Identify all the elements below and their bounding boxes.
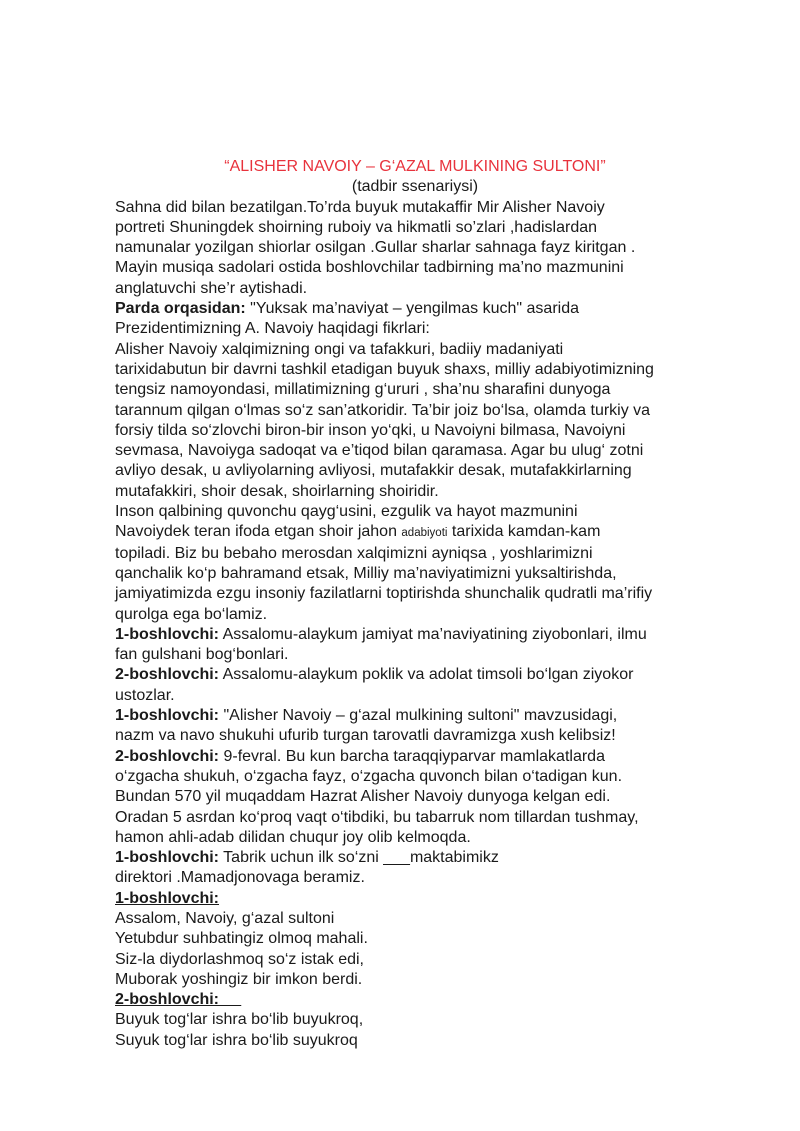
parda-text: "Yuksak ma’naviyat – yengilmas kuch" asarida xyxy=(245,300,579,318)
document-title: “ALISHER NAVOIY – G‘AZAL MULKINING SULTONI” xyxy=(224,158,606,175)
text-line: topiladi. Biz bu bebaho merosdan xalqimizni ayniqsa , yoshlarimizni xyxy=(115,544,593,562)
speaker-label: 2-boshlovchi: xyxy=(115,991,220,1009)
small-word: adabiyoti xyxy=(401,527,448,540)
text-line: qurolga ega bo‘lamiz. xyxy=(115,605,268,623)
poem-stanza xyxy=(115,1010,715,1051)
dialogue-text: "Alisher Navoiy – g‘azal mulkining sultoni" mavzusidagi, xyxy=(219,707,618,725)
text-line: Inson qalbining quvonchu qayg‘usini, ezgulik va hayot mazmunini xyxy=(115,503,578,521)
poem-line: Assalom, Navoiy, g‘azal sultoni xyxy=(115,909,335,927)
text-line: Oradan 5 asrdan ko‘proq vaqt o‘tibdiki, bu tabarruk nom tillardan tushmay, xyxy=(115,808,639,826)
parda-line xyxy=(115,299,715,319)
text-line: forsiy tilda so‘zlovchi biron-bir inson yo‘qki, u Navoiyni bilmasa, Navoiyni xyxy=(115,421,626,439)
speaker-heading: 1-boshlovchi: xyxy=(115,889,220,907)
text-line: nazm va navo shukuhi ufurib turgan tarovatli davramizga xush kelibsiz! xyxy=(115,727,616,745)
text-line: qanchalik ko‘p bahramand etsak, Milliy ma’naviyatimizni yuksaltirishda, xyxy=(115,564,617,582)
underline-gap xyxy=(219,991,241,1008)
text-line: jamiyatimizda ezgu insoniy fazilatlarni toptirishda shunchalik qudratli ma’rifiy xyxy=(115,585,653,603)
text-span: Navoiydek teran ifoda etgan shoir jahon xyxy=(115,523,402,541)
text-line: tarixidabutun bir davrni tashkil etadigan buyuk shaxs, milliy adabiyotimizning xyxy=(115,360,654,378)
poem-line: Suyuk tog‘lar ishra bo‘lib suyukroq xyxy=(115,1031,358,1049)
quote-paragraph xyxy=(115,340,715,502)
dialogue-line xyxy=(115,625,715,645)
text-line: Sahna did bilan bezatilgan.To’rda buyuk mutakaffir Mir Alisher Navoiy xyxy=(115,198,605,216)
speaker-heading xyxy=(115,990,715,1010)
speaker-label: 1-boshlovchi: xyxy=(115,625,220,643)
text-line: Mayin musiqa sadolari ostida boshlovchilar tadbirning ma’no mazmunini xyxy=(115,259,624,277)
poem-line: Siz-la diydorlashmoq so‘z istak edi, xyxy=(115,950,364,968)
poem-line: Yetubdur suhbatingiz olmoq mahali. xyxy=(115,930,368,948)
poem-line: Muborak yoshingiz bir imkon berdi. xyxy=(115,970,363,988)
dialogue-line xyxy=(115,706,715,726)
poem-stanza xyxy=(115,909,715,990)
dialogue-text: Tabrik uchun ilk so‘zni ___maktabimikz xyxy=(219,849,499,867)
document-subtitle: (tadbir ssenariysi) xyxy=(351,178,479,196)
text-line: avliyo desak, u avliyolarning avliyosi, mutafakkir desak, mutafakkirlarning xyxy=(115,462,632,480)
text-line: fan gulshani bog‘bonlari. xyxy=(115,646,289,664)
speaker-label: 2-boshlovchi: xyxy=(115,747,220,765)
text-line: namunalar yozilgan shiorlar osilgan .Gullar sharlar sahnaga fayz kiritgan . xyxy=(115,239,636,257)
dialogue-text: 9-fevral. Bu kun barcha taraqqiyparvar mamlakatlarda xyxy=(219,747,605,765)
text-line: sevmasa, Navoiyga sadoqat va e’tiqod bilan qaramasa. Agar bu ulug‘ zotni xyxy=(115,442,644,460)
text-line: tarannum qilgan o‘lmas so‘z san’atkoridir. Ta’bir joiz bo‘lsa, olamda turkiy va xyxy=(115,401,651,419)
text-line: Bundan 570 yil muqaddam Hazrat Alisher Navoiy dunyoga kelgan edi. xyxy=(115,788,611,806)
dialogue-text: Assalomu-alaykum jamiyat ma’naviyatining ziyobonlari, ilmu xyxy=(219,625,647,643)
text-line: Alisher Navoiy xalqimizning ongi va tafakkuri, badiiy madaniyati xyxy=(115,340,564,358)
text-line: o‘zgacha shukuh, o‘zgacha fayz, o‘zgacha quvonch bilan o‘tadigan kun. xyxy=(115,767,623,785)
speaker-label: 1-boshlovchi: xyxy=(115,707,220,725)
text-line: direktori .Mamadjonovaga beramiz. xyxy=(115,869,365,887)
text-line: tengsiz namoyondasi, millatimizning g‘ururi , sha’nu sharafini dunyoga xyxy=(115,381,611,399)
text-line xyxy=(115,522,715,543)
dialogue-line xyxy=(115,665,715,685)
intro-paragraph xyxy=(115,198,715,299)
document-page xyxy=(115,157,715,1051)
text-line: portreti Shuningdek shoirning ruboiy va hikmatli so’zlari ,hadislardan xyxy=(115,218,598,236)
speaker-label: Parda orqasidan: xyxy=(115,300,246,318)
text-line: anglatuvchi she’r aytishadi. xyxy=(115,279,308,297)
dialogue-line xyxy=(115,747,715,767)
text-span: tarixida kamdan-kam xyxy=(447,523,601,541)
poem-line: Buyuk tog‘lar ishra bo‘lib buyukroq, xyxy=(115,1011,364,1029)
speaker-label: 1-boshlovchi: xyxy=(115,849,220,867)
text-line: hamon ahli-adab dilidan chuqur joy olib kelmoqda. xyxy=(115,828,471,846)
dialogue-text: Assalomu-alaykum poklik va adolat timsoli bo‘lgan ziyokor xyxy=(219,666,634,684)
text-line: Prezidentimizning A. Navoiy haqidagi fikrlari: xyxy=(115,320,430,338)
dialogue-line xyxy=(115,848,715,868)
text-line: ustozlar. xyxy=(115,686,175,704)
text-line: mutafakkiri, shoir desak, shoirlarning shoiridir. xyxy=(115,482,439,500)
speaker-label: 2-boshlovchi: xyxy=(115,666,220,684)
inson-paragraph xyxy=(115,502,715,625)
